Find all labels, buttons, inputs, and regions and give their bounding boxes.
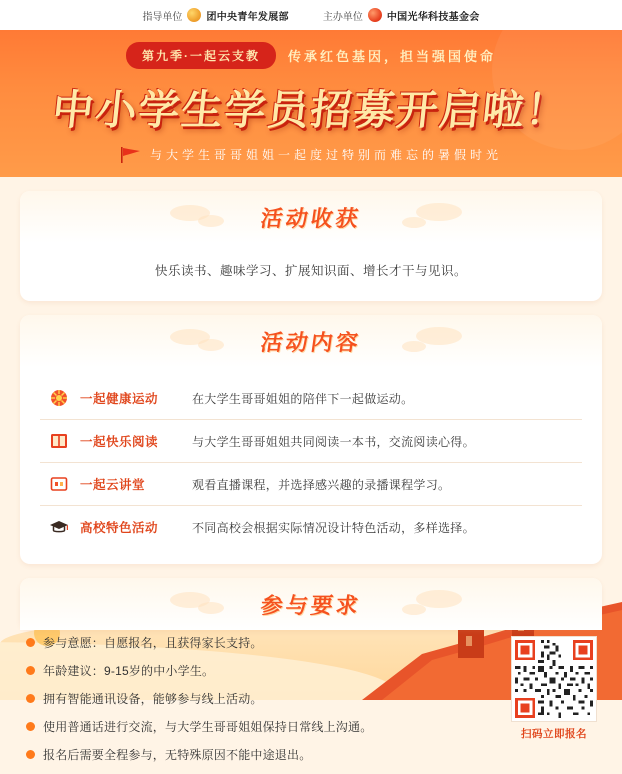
open-book-icon: [46, 429, 72, 453]
host-unit-group: [323, 8, 480, 23]
host-unit-label: 主办单位: [322, 11, 363, 23]
list-item: [24, 746, 496, 763]
content-item-desc: 与大学生哥哥姐姐共同阅读一本书，交流阅读心得。: [192, 434, 475, 449]
content-item-desc: 不同高校会根据实际情况设计特色活动，多样选择。: [192, 520, 475, 535]
cloud-decoration-icon: [198, 339, 224, 351]
organizer-bar: [0, 0, 622, 30]
requirement-text: 报名后需要全程参与，无特殊原因不能中途退出。: [43, 748, 312, 762]
hero-slogan: 传承红色基因，担当强国使命: [287, 49, 496, 64]
requirements-body: [20, 630, 602, 774]
cloud-decoration-icon: [402, 217, 426, 228]
table-row: [40, 377, 582, 420]
content-item-name: 一起快乐阅读: [80, 435, 159, 449]
requirements-title: 参与要求: [258, 592, 363, 619]
guide-unit-name: 团中央青年发展部: [206, 11, 289, 23]
content-card-header: [20, 315, 602, 367]
cloud-decoration-icon: [198, 602, 224, 614]
content-card: [20, 315, 602, 564]
content-item-desc: 在大学生哥哥姐姐的陪伴下一起做运动。: [192, 391, 414, 406]
list-item: [24, 662, 496, 679]
bullet-icon: [26, 722, 35, 731]
graduation-cap-icon: [46, 515, 72, 539]
requirements-list: [24, 634, 496, 774]
host-unit-name: 中国光华科技基金会: [386, 11, 480, 23]
bullet-icon: [26, 666, 35, 675]
hero-banner: [0, 30, 622, 177]
content-sheet: [0, 191, 622, 774]
gains-card: [20, 191, 602, 301]
signup-qr-block[interactable]: [506, 634, 602, 774]
bullet-icon: [26, 694, 35, 703]
guide-unit-label: 指导单位: [142, 11, 183, 23]
requirement-text: 参与意愿：自愿报名，且获得家长支持。: [43, 636, 263, 650]
guide-unit-group: [142, 8, 288, 23]
subtitle-row: [0, 146, 622, 163]
list-item: [24, 718, 496, 735]
gains-card-header: [20, 191, 602, 243]
bullet-icon: [26, 750, 35, 759]
season-badge: 第九季·一起云支教: [126, 42, 276, 69]
season-row: [0, 42, 622, 69]
list-item: [24, 690, 496, 707]
cloud-classroom-icon: [46, 472, 72, 496]
list-item: [24, 634, 496, 651]
page-title: 中小学生学员招募开启啦！: [50, 86, 572, 134]
requirement-text: 年龄建议：9-15岁的中小学生。: [43, 664, 215, 678]
cloud-decoration-icon: [402, 604, 426, 615]
qr-code-icon[interactable]: [511, 636, 597, 722]
table-row: [40, 506, 582, 548]
cloud-decoration-icon: [198, 215, 224, 227]
sports-ball-icon: [46, 386, 72, 410]
flag-icon: [120, 147, 142, 163]
hero-subtitle: 与大学生哥哥姐姐一起度过特别而难忘的暑假时光: [149, 148, 502, 162]
requirements-card: [20, 578, 602, 630]
content-item-name: 一起健康运动: [80, 392, 159, 406]
content-title: 活动内容: [258, 329, 363, 356]
requirement-text: 使用普通话进行交流，与大学生哥哥姐姐保持日常线上沟通。: [43, 720, 373, 734]
requirements-card-header: [20, 578, 602, 630]
requirement-text: 拥有智能通讯设备，能够参与线上活动。: [43, 692, 263, 706]
youth-league-logo-icon: [187, 8, 201, 22]
content-body: [20, 367, 602, 564]
gains-title: 活动收获: [258, 205, 363, 232]
table-row: [40, 420, 582, 463]
gains-body: [20, 243, 602, 301]
qr-caption: 扫码立即报名: [521, 728, 587, 740]
bullet-icon: [26, 638, 35, 647]
table-row: [40, 463, 582, 506]
cloud-decoration-icon: [402, 341, 426, 352]
guanghua-foundation-logo-icon: [368, 8, 382, 22]
content-item-name: 一起云讲堂: [80, 478, 146, 492]
gains-text: 快乐读书、趣味学习、扩展知识面、增长才干与见识。: [154, 264, 467, 278]
content-item-name: 高校特色活动: [80, 521, 159, 535]
content-item-desc: 观看直播课程，并选择感兴趣的录播课程学习。: [192, 477, 451, 492]
